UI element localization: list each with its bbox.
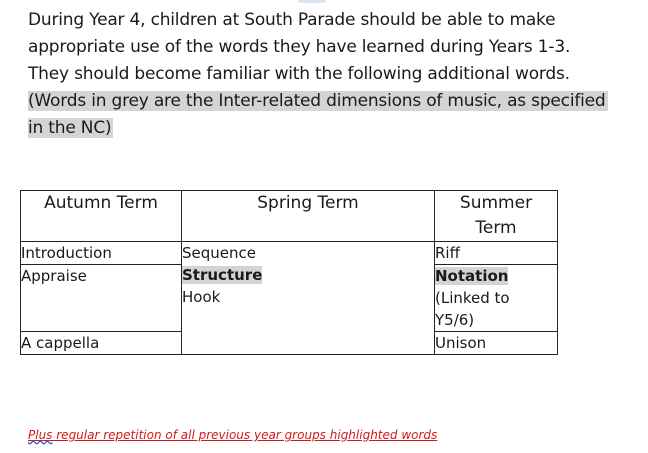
note-linked-to: (Linked to xyxy=(435,289,510,307)
header-spring xyxy=(182,191,435,242)
intro-line-4 xyxy=(28,88,628,115)
footnote xyxy=(28,428,437,442)
header-spring-label: Spring Term xyxy=(257,193,359,213)
vocabulary-table xyxy=(20,190,558,355)
intro-line-5 xyxy=(28,115,628,142)
word-hook: Hook xyxy=(182,288,221,306)
cell-summer-3 xyxy=(435,332,558,355)
table-row xyxy=(21,242,558,265)
header-summer xyxy=(435,191,558,242)
intro-line-4-highlight: (Words in grey are the Inter-related dimensions of music, as specified xyxy=(28,91,606,111)
word-sequence: Sequence xyxy=(182,244,256,262)
intro-line-3: They should become familiar with the following additional words. xyxy=(28,64,570,84)
top-tab-marker xyxy=(298,0,326,3)
word-unison: Unison xyxy=(435,334,487,352)
header-autumn-label: Autumn Term xyxy=(44,193,158,213)
cell-summer-1 xyxy=(435,242,558,265)
intro-line-5-highlight: in the NC) xyxy=(28,118,112,138)
cell-autumn-3 xyxy=(21,332,182,355)
cell-summer-2 xyxy=(435,265,558,332)
word-appraise: Appraise xyxy=(21,267,87,285)
table-header-row xyxy=(21,191,558,242)
word-introduction: Introduction xyxy=(21,244,112,262)
cell-spring xyxy=(182,242,435,355)
cell-autumn-2 xyxy=(21,265,182,332)
word-a-cappella: A cappella xyxy=(21,334,100,352)
note-y5-6: Y5/6) xyxy=(435,311,475,329)
intro-line-1: During Year 4, children at South Parade should be able to make xyxy=(28,10,556,30)
word-structure: Structure xyxy=(182,266,263,284)
intro-line-2: appropriate use of the words they have learned during Years 1-3. xyxy=(28,37,571,57)
header-autumn xyxy=(21,191,182,242)
header-summer-label-line2: Term xyxy=(475,218,517,238)
cell-autumn-1 xyxy=(21,242,182,265)
header-summer-label-line1: Summer xyxy=(459,193,533,213)
intro-paragraph xyxy=(28,7,628,142)
word-notation: Notation xyxy=(435,267,509,285)
footnote-first-word: Plus xyxy=(28,428,53,442)
footnote-text: regular repetition of all previous year groups highlighted words xyxy=(52,428,438,442)
word-riff: Riff xyxy=(435,244,460,262)
